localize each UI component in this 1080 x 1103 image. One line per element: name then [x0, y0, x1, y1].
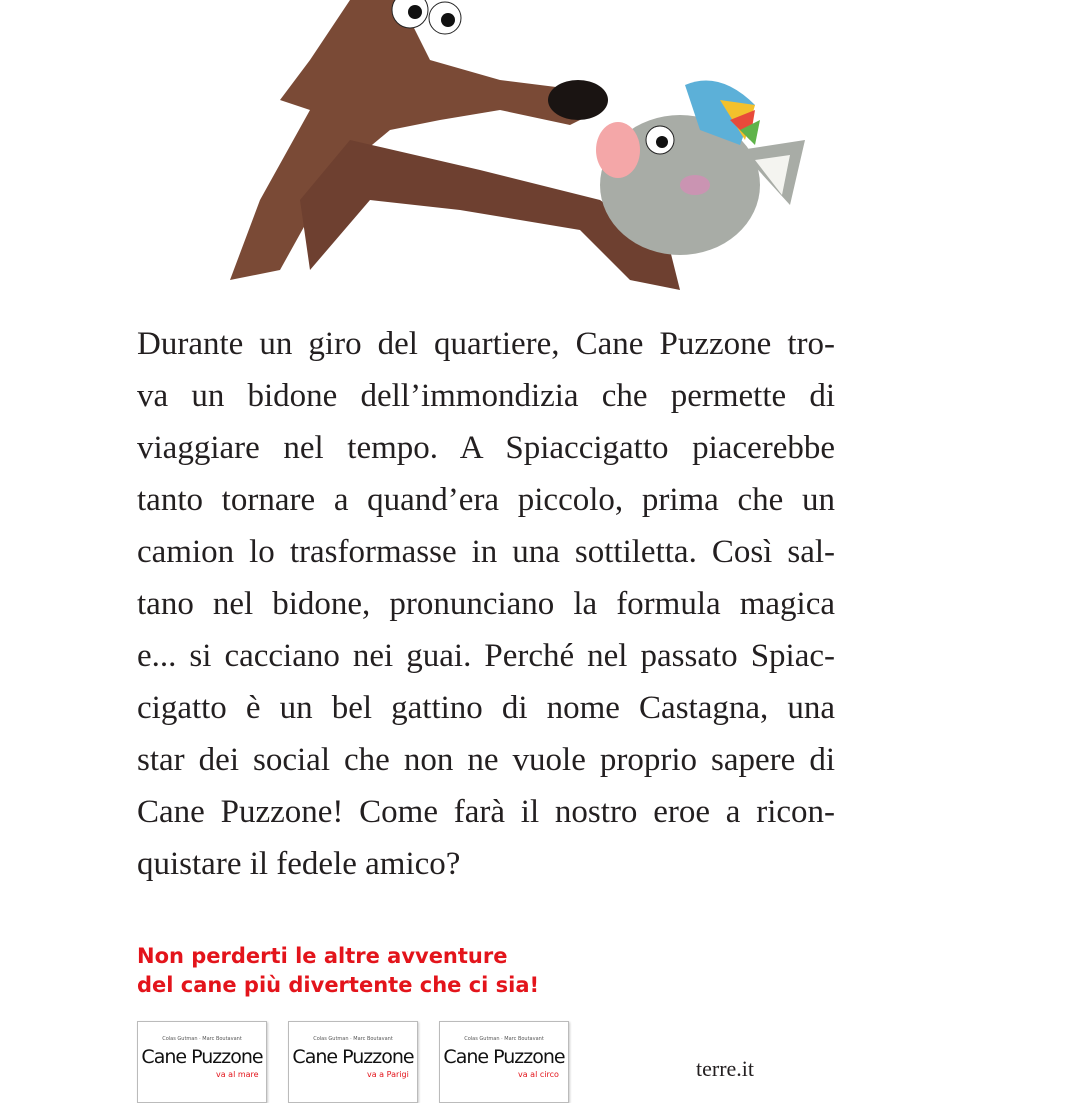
- blurb-line: star dei social che non ne vuole proprio sapere di: [137, 742, 835, 778]
- publisher-website: terre.it: [696, 1056, 755, 1081]
- book-authors: Colas Gutman · Marc Boutavant: [464, 1036, 544, 1042]
- book-cover-thumbnail: [288, 1021, 418, 1103]
- blurb-line: tano nel bidone, pronunciano la formula magica: [137, 586, 835, 622]
- book-subtitle: va al circo: [518, 1070, 559, 1079]
- blurb-line: Cane Puzzone! Come farà il nostro eroe a ricon-: [137, 794, 835, 830]
- book-cover-thumbnail: [137, 1021, 267, 1103]
- book-title: Cane Puzzone: [141, 1046, 263, 1068]
- book-subtitle: va al mare: [216, 1070, 259, 1079]
- blurb-line: tanto tornare a quand’era piccolo, prima che un: [137, 482, 835, 518]
- promo-line-2: del cane più divertente che ci sia!: [137, 973, 540, 997]
- blurb-line: cigatto è un bel gattino di nome Castagna, una: [137, 690, 835, 726]
- blurb-line: quistare il fedele amico?: [137, 846, 461, 882]
- book-authors: Colas Gutman · Marc Boutavant: [162, 1036, 242, 1042]
- blurb-line: va un bidone dell’immondizia che permette di: [137, 378, 835, 414]
- book-title: Cane Puzzone: [443, 1046, 565, 1068]
- back-cover-blurb: [137, 318, 835, 890]
- book-title: Cane Puzzone: [292, 1046, 414, 1068]
- series-promo-heading: [137, 942, 539, 1000]
- book-authors: Colas Gutman · Marc Boutavant: [313, 1036, 393, 1042]
- blurb-line: e... si cacciano nei guai. Perché nel passato Spiac-: [137, 638, 835, 674]
- book-cover-thumbnail: [439, 1021, 569, 1103]
- blurb-line: camion lo trasformasse in una sottiletta. Così sal-: [137, 534, 835, 570]
- book-subtitle: va a Parigi: [367, 1070, 409, 1079]
- blurb-line: viaggiare nel tempo. A Spiaccigatto piacerebbe: [137, 430, 835, 466]
- promo-line-1: Non perderti le altre avventure: [137, 944, 508, 968]
- blurb-line: Durante un giro del quartiere, Cane Puzzone tro-: [137, 326, 835, 362]
- dog-and-cat-illustration: [200, 0, 840, 310]
- cat-illustration: [596, 81, 805, 256]
